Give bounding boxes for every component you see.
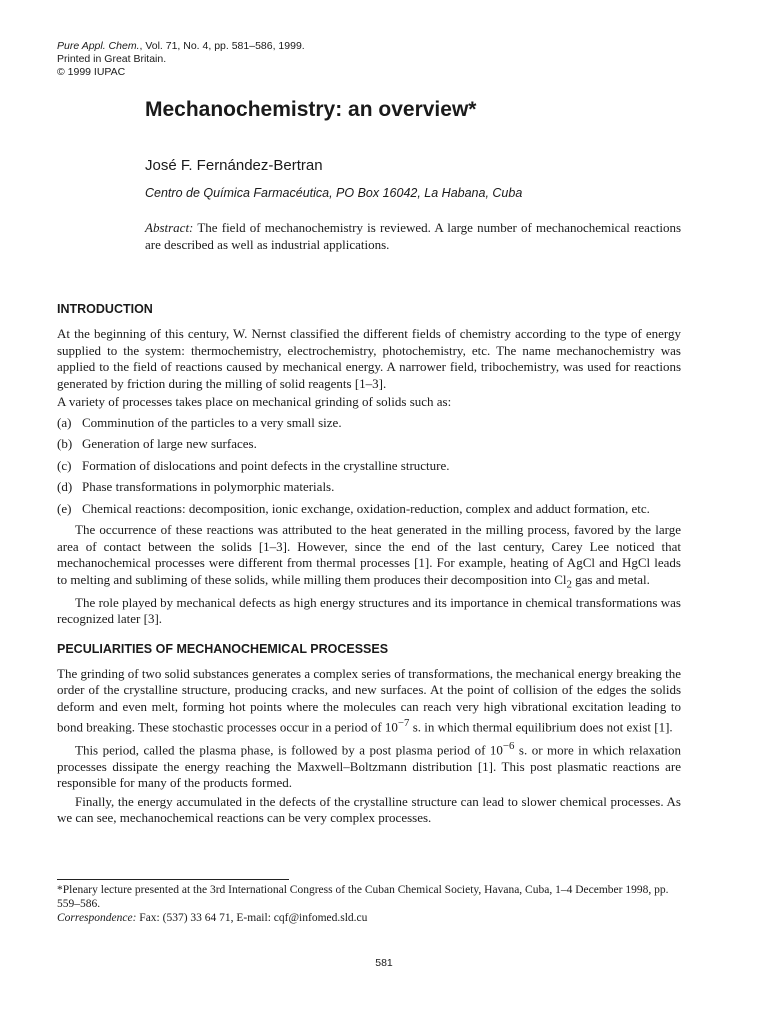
paragraph-text: The grinding of two solid substances generates a complex series of transformations, the mechanical energy breaking the order of the crystalline structure, producing cracks, and new surfaces. At the point of collision of the edges the solids deform and even melt, forming hot points where the molecules can reach very high vibrational excitation leading to bond breaking. These stochastic processes occur in a period of 10 xyxy=(57,665,681,735)
paragraph: A variety of processes takes place on mechanical grinding of solids such as: xyxy=(57,394,452,409)
list-marker: (d) xyxy=(57,479,73,494)
list-item xyxy=(57,415,681,432)
citation-line xyxy=(57,40,305,53)
paragraph-text: The occurrence of these reactions was attributed to the heat generated in the milling process, favored by the large area of contact between the solids [1–3]. However, since the end of the last century, Carey Lee noticed that mechanochemical processes were different from thermal processes [1]. For example, heating of AgCl and HgCl leads to melting and subliming of these solids, while milling them produces their decomposition into Cl xyxy=(57,522,681,587)
footnote-plenary: *Plenary lecture presented at the 3rd International Congress of the Cuban Chemical Society, Havana, Cuba, 1–4 December 1998, pp. 559–586. xyxy=(57,884,669,910)
section-heading-peculiarities: PECULIARITIES OF MECHANOCHEMICAL PROCESSES xyxy=(57,641,389,656)
list-text: Comminution of the particles to a very small size. xyxy=(82,414,342,430)
copyright-line: © 1999 IUPAC xyxy=(57,66,126,78)
author-name: José F. Fernández-Bertran xyxy=(145,157,323,174)
superscript: −7 xyxy=(397,717,410,730)
journal-name: Pure Appl. Chem. xyxy=(57,40,140,52)
paragraph-text: s. in which thermal equilibrium does not exist [1]. xyxy=(409,719,673,735)
list-text: Formation of dislocations and point defects in the crystalline structure. xyxy=(82,457,450,473)
paragraph-text: gas and metal. xyxy=(571,571,650,587)
list-marker: (e) xyxy=(57,500,72,516)
affiliation: Centro de Química Farmacéutica, PO Box 16042, La Habana, Cuba xyxy=(145,186,523,200)
subscript: 2 xyxy=(566,578,572,591)
body-text xyxy=(57,302,681,829)
superscript: −6 xyxy=(502,739,515,752)
correspondence-text: Fax: (537) 33 64 71, E-mail: cqf@infomed.sld.cu xyxy=(136,912,368,924)
paragraph: At the beginning of this century, W. Nernst classified the different fields of chemistry according to the type of energy supplied to the system: thermochemistry, electrochemistry, photochemistry, etc. The name mechanochemistry was applied to the field of reactions caused by mechanical energy. A narrower field, tribochemistry, was used for reactions generated by friction during the milling of solid reagents [1–3]. xyxy=(57,326,681,391)
list-text: Chemical reactions: decomposition, ionic exchange, oxidation-reduction, complex and adduct formation, etc. xyxy=(82,500,650,516)
paper-title: Mechanochemistry: an overview* xyxy=(145,98,477,121)
paragraph: Finally, the energy accumulated in the defects of the crystalline structure can lead to slower chemical processes. As we can see, mechanochemical reactions can be very complex processes. xyxy=(57,793,681,826)
footnote-correspondence xyxy=(57,911,681,925)
list-item xyxy=(57,436,681,453)
list-marker: (b) xyxy=(57,436,73,451)
paragraph-text: This period, called the plasma phase, is followed by a post plasma period of 10 xyxy=(75,742,503,758)
journal-volume: , Vol. 71, No. 4, pp. 581–586, 1999. xyxy=(139,40,305,52)
page-number: 581 xyxy=(375,957,393,969)
paragraph xyxy=(57,738,681,792)
list-marker: (c) xyxy=(57,457,72,473)
abstract-text: The field of mechanochemistry is reviewed. A large number of mechanochemical reactions are described as well as industrial applications. xyxy=(145,220,681,252)
footnote xyxy=(57,883,681,925)
abstract-label: Abstract: xyxy=(145,220,194,235)
list-text: Phase transformations in polymorphic materials. xyxy=(82,479,335,494)
list-marker: (a) xyxy=(57,414,72,430)
footnote-rule xyxy=(57,879,289,880)
paragraph-text: s. or more in which relaxation processes dissipate the energy reaching the Maxwell–Boltzmann distribution [1]. This post plasmatic reactions are responsible for many of the products formed. xyxy=(57,742,681,791)
list-item xyxy=(57,501,681,518)
section-heading-introduction: INTRODUCTION xyxy=(57,302,153,316)
printed-line: Printed in Great Britain. xyxy=(57,53,167,65)
paragraph: The role played by mechanical defects as high energy structures and its importance in chemical transformations was recognized later [3]. xyxy=(57,594,681,627)
paragraph xyxy=(57,666,681,736)
list-item xyxy=(57,479,681,496)
process-list xyxy=(57,415,681,518)
abstract xyxy=(145,220,681,253)
list-text: Generation of large new surfaces. xyxy=(82,436,257,451)
journal-header xyxy=(57,40,305,79)
correspondence-label: Correspondence: xyxy=(57,912,137,924)
list-item xyxy=(57,458,681,475)
paragraph xyxy=(57,522,681,593)
